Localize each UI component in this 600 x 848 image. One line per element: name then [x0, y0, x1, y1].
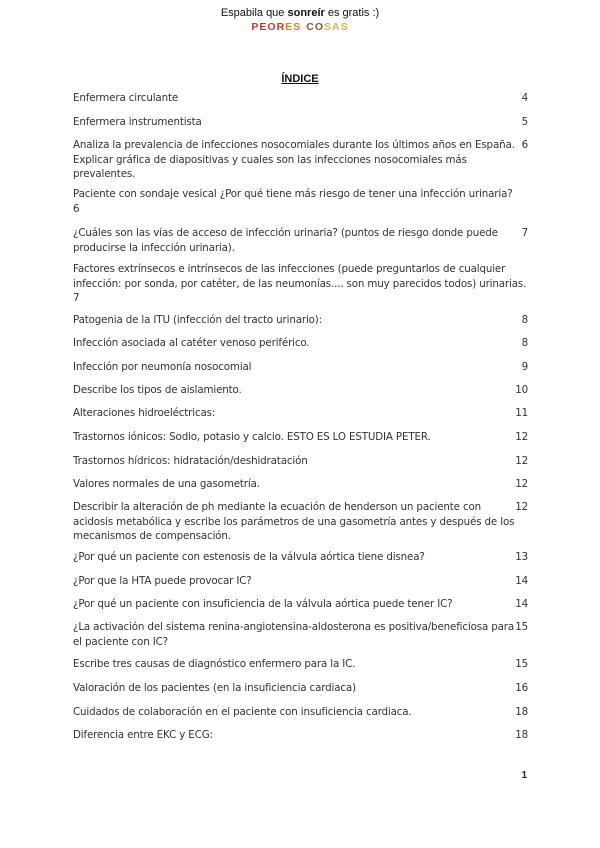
toc-entry[interactable] — [73, 620, 528, 649]
toc-page-number: 14 — [515, 598, 528, 610]
toc-entry-text: ¿Por qué un paciente con estenosis de la válvula aórtica tiene disnea? — [73, 551, 425, 563]
toc-entry[interactable] — [73, 406, 528, 421]
toc-entry-text: Infección asociada al catéter venoso periférico. — [73, 337, 310, 349]
tagline-pre: Espabila que — [220, 7, 288, 19]
toc-page-number: 12 — [515, 455, 528, 467]
toc-page-number: 18 — [515, 706, 528, 718]
toc-page-number: 14 — [515, 575, 528, 587]
toc-entry-text: Patogenia de la ITU (infección del tracto urinario): — [73, 314, 322, 326]
brand-logo — [0, 20, 600, 34]
toc-page-number: 12 — [515, 478, 528, 490]
brand-letter: O — [314, 21, 324, 33]
toc-entry[interactable] — [73, 454, 528, 469]
toc-entry[interactable] — [73, 313, 528, 328]
brand-letter: C — [306, 21, 315, 33]
toc-entry-text: Factores extrínsecos e intrínsecos de las infecciones (puede preguntarlos de cualquier infección: por sonda, por catéter, de las neumonías.... son muy parecidos todos) urinarias. — [73, 263, 527, 290]
toc-entry[interactable] — [73, 681, 528, 696]
toc-page-number: 5 — [521, 116, 528, 128]
toc-page-number: 8 — [521, 337, 528, 349]
toc-entry-text: Valoración de los pacientes (en la insuficiencia cardiaca) — [73, 682, 356, 694]
toc-entry[interactable] — [73, 430, 528, 445]
toc-entry[interactable] — [73, 500, 528, 544]
toc-page-number: 15 — [515, 658, 528, 670]
toc-page-number: 12 — [515, 431, 528, 443]
toc-entry[interactable] — [73, 597, 528, 612]
toc-entry-text: ¿Cuáles son las vías de acceso de infección urinaria? (puntos de riesgo donde puede producirse la infección urinaria). — [73, 227, 498, 254]
toc-page-number: 7 — [521, 227, 528, 239]
toc-entry-text: Escribe tres causas de diagnóstico enfermero para la IC. — [73, 658, 356, 670]
toc-entry-text: ¿Por qué un paciente con insuficiencia de la válvula aórtica puede tener IC? — [73, 598, 453, 610]
toc-page-number: 9 — [521, 361, 528, 373]
toc-entry[interactable] — [73, 728, 528, 743]
toc-entry[interactable] — [73, 138, 528, 182]
toc-page-number: 7 — [73, 292, 80, 305]
brand-letter: S — [293, 21, 302, 33]
toc-entry[interactable] — [73, 115, 528, 130]
toc-entry[interactable] — [73, 383, 528, 398]
toc-entry-text: Valores normales de una gasometría. — [73, 478, 260, 490]
tagline-bold: sonreír — [287, 7, 325, 19]
page-number: 1 — [521, 770, 527, 781]
toc-page-number: 13 — [515, 551, 528, 563]
toc-entry[interactable] — [73, 550, 528, 565]
toc-entry-text: Trastornos hídricos: hidratación/deshidratación — [73, 455, 308, 467]
toc-entry-text: Enfermera instrumentista — [73, 116, 202, 128]
toc-entry[interactable] — [73, 262, 528, 306]
toc-entry-text: Describe los tipos de aislamiento. — [73, 384, 242, 396]
toc-entry-text: Analiza la prevalencia de infecciones nosocomiales durante los últimos años en España. Explicar gráfica de diapositivas y cuales son las infecciones nosocomiales más prevalentes. — [73, 139, 515, 181]
tagline-post: es gratis :) — [324, 7, 380, 19]
toc-page-number: 8 — [521, 314, 528, 326]
toc-entry[interactable] — [73, 226, 528, 255]
toc-entry-text: Trastornos iónicos: Sodio, potasio y calcio. ESTO ES LO ESTUDIA PETER. — [73, 431, 431, 443]
toc-page-number: 6 — [521, 139, 528, 151]
toc-page-number: 12 — [515, 501, 528, 513]
toc-page-number: 16 — [515, 682, 528, 694]
toc-entry[interactable] — [73, 91, 528, 106]
toc-entry[interactable] — [73, 705, 528, 720]
toc-entry-text: Diferencia entre EKC y ECG: — [73, 729, 213, 741]
toc-entry[interactable] — [73, 657, 528, 672]
toc-entry-text: Describir la alteración de ph mediante la ecuación de henderson un paciente con acidosis metabólica y escribe los parámetros de una gasometría antes y después de los mecanismos de compensación. — [73, 501, 515, 543]
toc-page-number: 6 — [73, 202, 80, 215]
toc-page-number: 10 — [515, 384, 528, 396]
toc-page-number: 18 — [515, 729, 528, 741]
toc-entry-text: ¿La activación del sistema renina-angiotensina-aldosterona es positiva/beneficiosa para el paciente con IC? — [73, 621, 515, 648]
brand-letter: S — [323, 21, 332, 33]
toc-entry[interactable] — [73, 574, 528, 589]
toc-page-number: 4 — [521, 92, 528, 104]
toc-entry-text: Infección por neumonía nosocomial — [73, 361, 252, 373]
toc-page-number: 11 — [515, 407, 528, 419]
header-tagline — [0, 6, 600, 20]
brand-letter: E — [259, 21, 268, 33]
toc-entry-text: Paciente con sondaje vesical ¿Por qué tiene más riesgo de tener una infección urinaria? — [73, 188, 513, 200]
toc-entry[interactable] — [73, 477, 528, 492]
brand-letter: E — [285, 21, 294, 33]
brand-letter: O — [267, 21, 277, 33]
toc-entry[interactable] — [73, 360, 528, 375]
brand-letter: A — [332, 21, 341, 33]
toc-page-number: 15 — [515, 621, 528, 633]
brand-letter: R — [276, 21, 286, 33]
brand-letter: S — [340, 21, 349, 33]
toc-entry-text: ¿Por que la HTA puede provocar IC? — [73, 575, 252, 587]
toc-entry-text: Alteraciones hidroeléctricas: — [73, 407, 216, 419]
brand-letter: P — [251, 21, 260, 33]
toc-entry-text: Enfermera circulante — [73, 92, 179, 104]
toc-entry[interactable] — [73, 336, 528, 351]
toc-entry[interactable] — [73, 187, 528, 216]
toc-entry-text: Cuidados de colaboración en el paciente con insuficiencia cardiaca. — [73, 706, 412, 718]
index-title: ÍNDICE — [281, 73, 319, 85]
page-header — [0, 6, 600, 34]
